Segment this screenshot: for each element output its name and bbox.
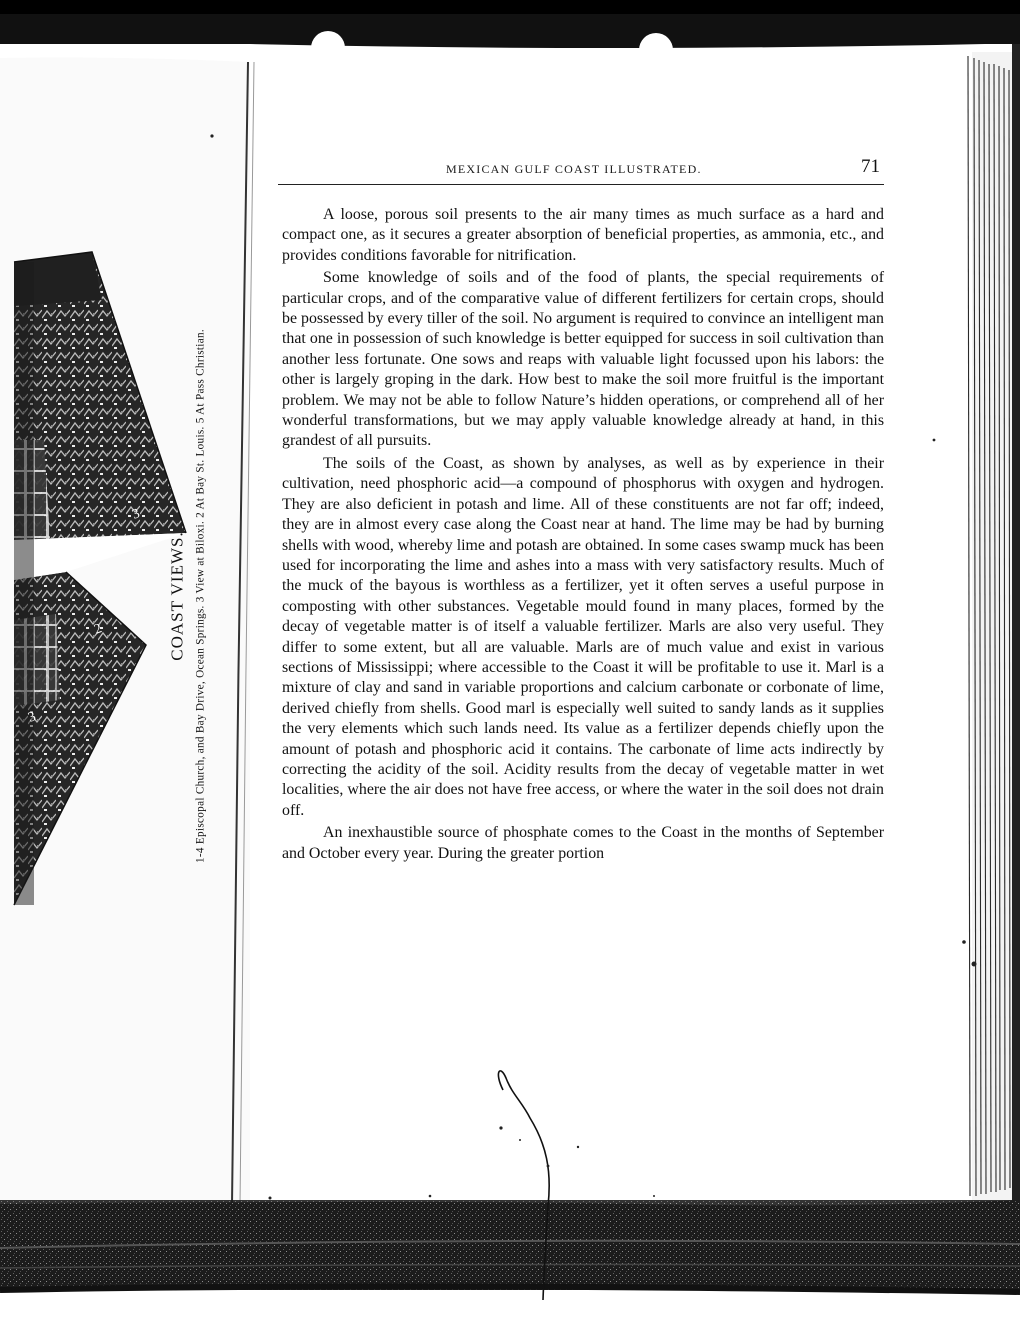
running-head: MEXICAN GULF COAST ILLUSTRATED. [446, 162, 702, 176]
photo-number-c: 3 [26, 709, 38, 726]
body-text [282, 205, 884, 1005]
photo-number-a: 3 [130, 506, 142, 523]
photo-number-b: 2 [92, 621, 104, 638]
plate-caption-block [168, 329, 209, 863]
paragraph-2: Some knowledge of soils and of the food of plants, the special requirements of particular crops, and of the comparative value of different fertilizers for certain crops, should be possessed by every tiller of the soil. No argument is required to convince an intelligent man that one in possession of such knowledge is better equipped for success in soil cultivation than another less fortunate. One sows and reaps with valuable light focussed upon his labors: the other is largely groping in the dark. How best to make the soil more fruitful is the important problem. We may not be able to follow Nature’s hidden operations, or comprehend all of her wonderful transformations, but we may apply valuable knowledge already at hand, in this grandest of all pursuits. [282, 269, 884, 450]
page-number: 71 [861, 156, 880, 177]
paragraph-4: An inexhaustible source of phosphate comes to the Coast in the months of September and October every year. During the greater portion [282, 824, 884, 862]
page-header [278, 158, 884, 182]
plate-caption: 1-4 Episcopal Church, and Bay Drive, Ocean Springs. 3 View at Biloxi. 2 At Bay St. Louis. 5 At Pass Christian. [194, 329, 207, 863]
paragraph-3: The soils of the Coast, as shown by analyses, as well as by experience in their cultivation, need phosphoric acid—a compound of phosphorus with oxygen and hydrogen. They are also deficient in potash and lime. All of these constituents are not far off; indeed, they are in almost every case along the Coast near at hand. The lime may be had by burning shells with wood, whereby lime and potash are obtained. In some cases swamp muck has been used for incorporating the lime and ashes into a mass with very satisfactory results. Much of the muck of the bayous is worthless as a fertilizer, yet it often serves a useful purpose in composting with other substances. Vegetable mould found in many places, formed by the decay of vegetable matter is of itself a valuable fertilizer. Marls are also very useful. They differ to some extent, but all are valuable. Marls are of much value and exist in various sections of Mississippi; where accessible to the Coast it will be profitable to use it. Marl is a mixture of clay and sand in variable proportions and calcium carbonate or corbonate of lime, derived chiefly from shells. Good marl is especially well suited to sandy lands as it supplies the very elements which such lands need. Its value as a fertilizer depends chiefly upon the amount of potash and phosphoric acid it contains. The carbonate of lime acts indirectly by correcting the acidity of the soil. Acidity results from the decay of vegetable matter in wet localities, where the air does not have free access, or where the water in the soil does not drain off. [282, 454, 884, 819]
plate-title: COAST VIEWS. [167, 531, 187, 661]
paragraph-1: A loose, porous soil presents to the air many times as much surface as a hard and compact one, as it secures a greater absorption of beneficial properties, as ammonia, etc., and provides conditions favorable for nitrification. [282, 206, 884, 264]
scan-top-band [0, 0, 1020, 14]
header-rule [278, 184, 884, 185]
